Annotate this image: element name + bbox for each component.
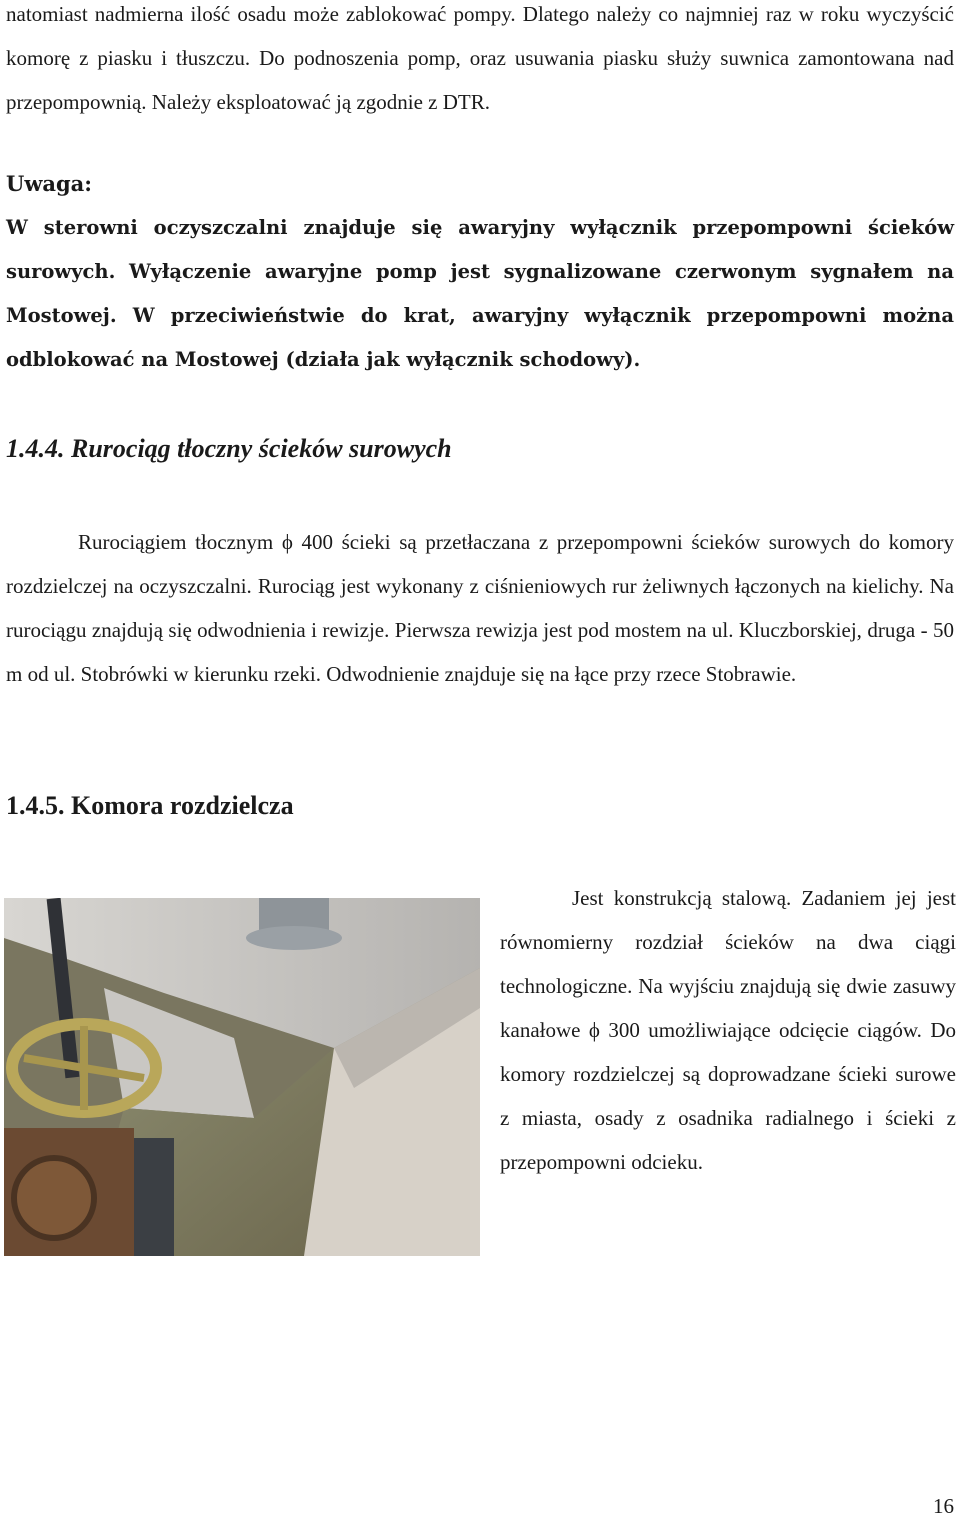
steel-beam <box>134 1138 174 1256</box>
section-145-heading: 1.4.5. Komora rozdzielcza <box>6 791 294 820</box>
section-144-paragraph: Rurociągiem tłocznym ϕ 400 ścieki są przetłaczana z przepompowni ścieków surowych do komory rozdzielczej na oczyszczalni. Rurociąg jest wykonany z ciśnieniowych rur żeliwnych łączonych na kielichy. Na rurociągu znajdują się odwodnienia i rewizje. Pierwsza rewizja jest pod mostem na ul. Kluczborskiej, druga - 50 m od ul. Stobrówki w kierunku rzeki. Odwodnienie znajduje się na łące przy rzece Stobrawie. <box>6 530 954 686</box>
pipe-base <box>246 926 342 950</box>
distribution-chamber-photo <box>4 898 480 1256</box>
valve-gear <box>14 1158 94 1238</box>
section-145-paragraph: Jest konstrukcją stalową. Zadaniem jej jest równomierny rozdział ścieków na dwa ciągi technologiczne. Na wyjściu znajdują się dwie zasuwy kanałowe ϕ 300 umożliwiające odcięcie ciągów. Do komory rozdzielczej są doprowadzane ścieki surowe z miasta, osady z osadnika radialnego i ścieki z przepompowni odcieku. <box>500 886 956 1174</box>
intro-paragraph: natomiast nadmierna ilość osadu może zablokować pompy. Dlatego należy co najmniej raz w roku wyczyścić komorę z piasku i tłuszczu. Do podnoszenia pomp, oraz usuwania piasku służy suwnica zamontowana nad przepompownią. Należy eksploatować ją zgodnie z DTR. <box>6 2 954 114</box>
warning-paragraph: W sterowni oczyszczalni znajduje się awaryjny wyłącznik przepompowni ścieków surowych. Wyłączenie awaryjne pomp jest sygnalizowane czerwonym sygnałem na Mostowej. W przeciwieństwie do krat, awaryjny wyłącznik przepompowni można odblokować na Mostowej (działa jak wyłącznik schodowy). <box>6 216 954 371</box>
page-number: 16 <box>933 1494 954 1518</box>
section-144-heading: 1.4.4. Rurociąg tłoczny ścieków surowych <box>6 434 452 463</box>
warning-label: Uwaga: <box>6 171 93 196</box>
